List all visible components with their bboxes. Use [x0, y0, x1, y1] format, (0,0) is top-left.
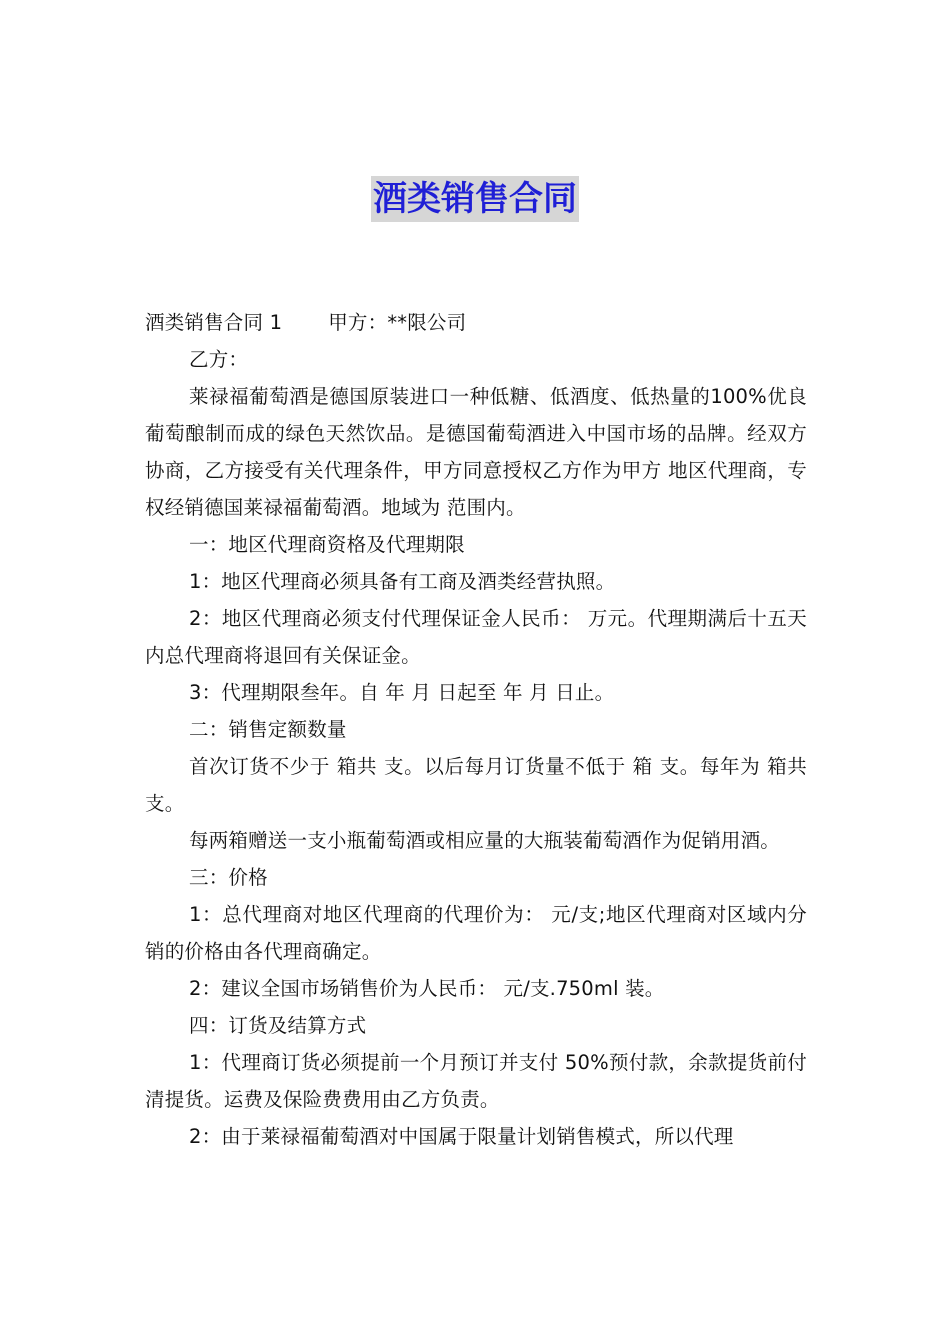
header-line-right: 甲方：**限公司	[328, 311, 467, 334]
title-container	[0, 176, 950, 222]
document-title: 酒类销售合同	[371, 176, 579, 222]
clause-3-1: 1：总代理商对地区代理商的代理价为： 元/支;地区代理商对区域内分销的价格由各代理商确定。	[145, 903, 807, 963]
clause-2-gift: 每两箱赠送一支小瓶葡萄酒或相应量的大瓶装葡萄酒作为促销用酒。	[189, 829, 781, 852]
section-heading-3: 三：价格	[189, 866, 268, 889]
section-heading-4: 四：订货及结算方式	[189, 1014, 367, 1037]
section-heading-1: 一：地区代理商资格及代理期限	[189, 533, 465, 556]
header-line	[145, 304, 807, 341]
document-body	[145, 304, 807, 1155]
clause-3-2: 2：建议全国市场销售价为人民币： 元/支.750ml 装。	[189, 977, 665, 1000]
section-heading-2: 二：销售定额数量	[189, 718, 347, 741]
header-line-left: 酒类销售合同 1	[145, 311, 283, 334]
paragraph-party-b: 乙方：	[189, 348, 249, 371]
paragraph-intro: 莱禄福葡萄酒是德国原装进口一种低糖、低酒度、低热量的100%优良葡萄酿制而成的绿色天然饮品。是德国葡萄酒进入中国市场的品牌。经双方协商，乙方接受有关代理条件，甲方同意授权乙方作为甲方 地区代理商，专权经销德国莱禄福葡萄酒。地域为 范围内。	[145, 385, 807, 519]
clause-1-2: 2：地区代理商必须支付代理保证金人民币： 万元。代理期满后十五天内总代理商将退回有关保证金。	[145, 607, 807, 667]
clause-4-1: 1：代理商订货必须提前一个月预订并支付 50%预付款，余款提货前付清提货。运费及保险费费用由乙方负责。	[145, 1051, 807, 1111]
clause-1-3: 3：代理期限叁年。自 年 月 日起至 年 月 日止。	[189, 681, 615, 704]
clause-2-order: 首次订货不少于 箱共 支。以后每月订货量不低于 箱 支。每年为 箱共 支。	[145, 755, 807, 815]
clause-1-1: 1：地区代理商必须具备有工商及酒类经营执照。	[189, 570, 616, 593]
clause-4-2: 2：由于莱禄福葡萄酒对中国属于限量计划销售模式，所以代理	[189, 1125, 734, 1148]
